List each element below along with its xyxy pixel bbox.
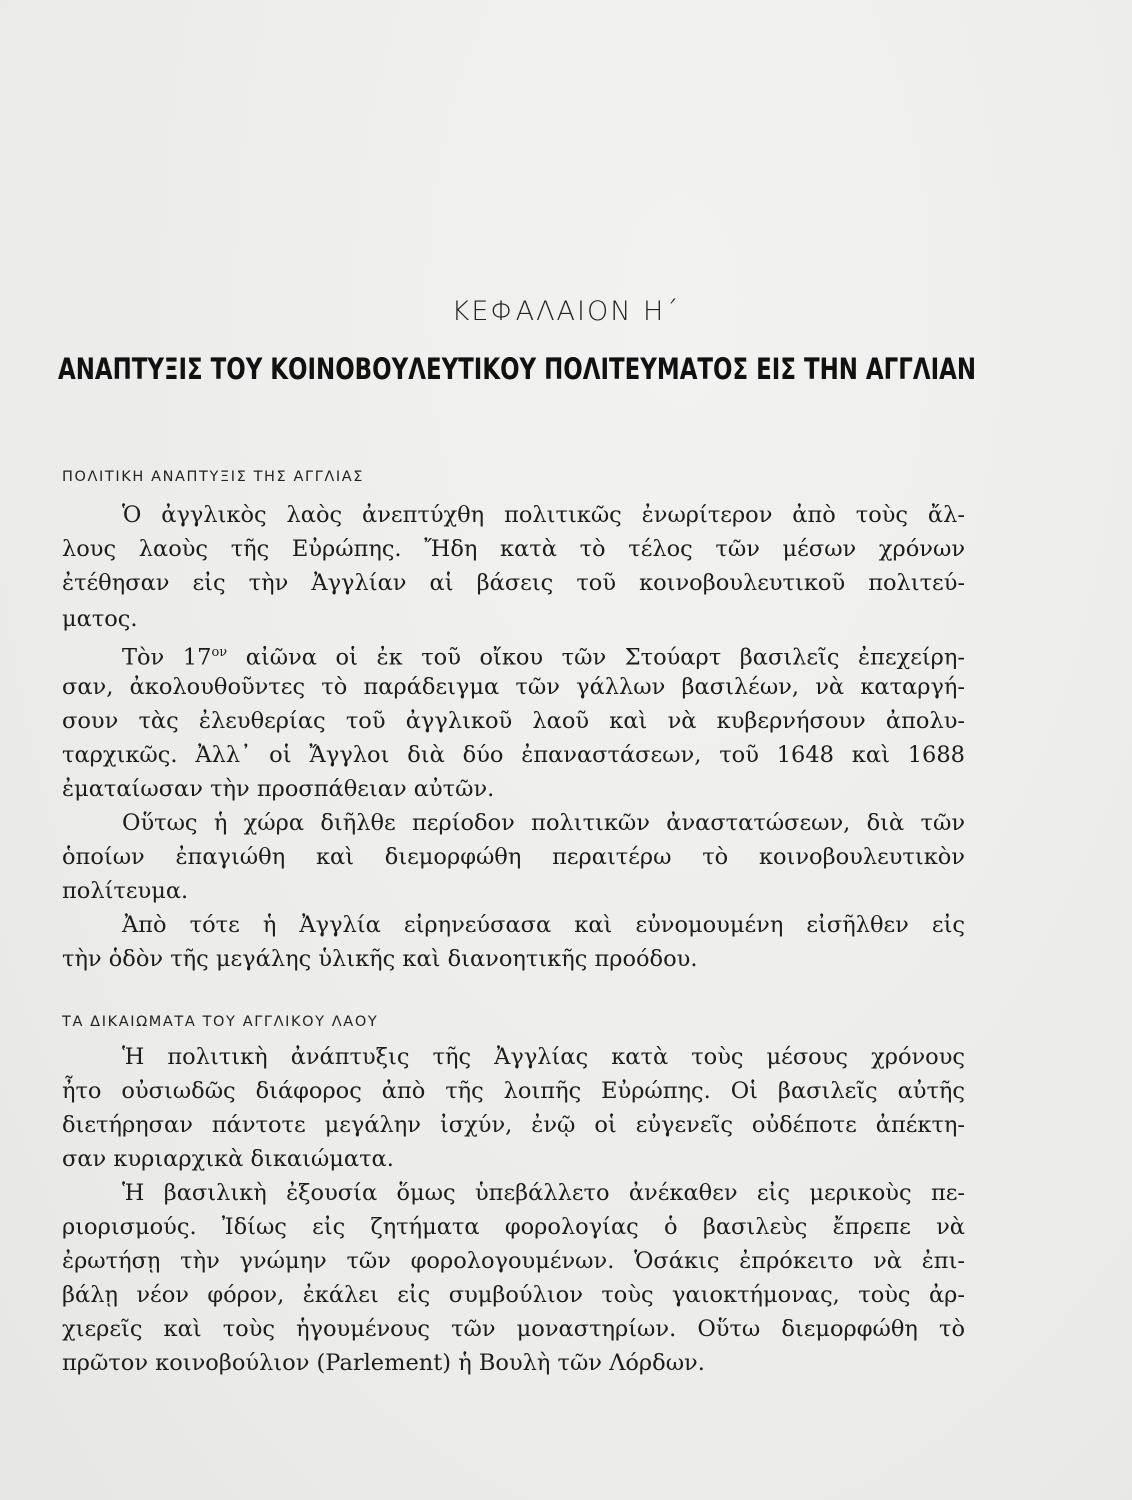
text-line: διετήρησαν πάντοτε μεγάλην ἰσχύν, ἐνῷ οἱ εὐγενεῖς οὐδέποτε ἀπέκτη- xyxy=(62,1112,965,1138)
text-line: Ἡ βασιλικὴ ἐξουσία ὅμως ὑπεβάλλετο ἀνέκαθεν εἰς μερικοὺς πε- xyxy=(122,1180,965,1206)
superscript: ον xyxy=(211,645,228,660)
text-line: χιερεῖς καὶ τοὺς ἡγουμένους τῶν μοναστηρίων. Οὕτω διεμορφώθη τὸ xyxy=(62,1316,965,1342)
text-line: ἐτέθησαν εἰς τὴν Ἀγγλίαν αἱ βάσεις τοῦ κοινοβουλευτικοῦ πολιτεύ- xyxy=(62,570,965,596)
text-line: Ἡ πολιτικὴ ἀνάπτυξις τῆς Ἀγγλίας κατὰ τοὺς μέσους χρόνους xyxy=(122,1044,965,1070)
text-line: Οὕτως ἡ χώρα διῆλθε περίοδον πολιτικῶν ἀναστατώσεων, διὰ τῶν xyxy=(122,810,965,836)
text-line: λους λαοὺς τῆς Εὐρώπης. Ἤδη κατὰ τὸ τέλος τῶν μέσων χρόνων xyxy=(62,536,965,562)
chapter-title-text: ΑΝΑΠΤΥΞΙΣ ΤΟΥ ΚΟΙΝΟΒΟΥΛΕΥΤΙΚΟΥ ΠΟΛΙΤΕΥΜΑΤΟΣ ΕΙΣ ΤΗΝ ΑΓΓΛΙΑΝ xyxy=(57,352,977,386)
text-line: Ἀπὸ τότε ἡ Ἀγγλία εἰρηνεύσασα καὶ εὐνομουμένη εἰσῆλθεν εἰς xyxy=(122,912,965,938)
text-line: τὴν ὁδὸν τῆς μεγάλης ὑλικῆς καὶ διανοητικῆς προόδου. xyxy=(62,946,698,972)
text-line: πρῶτον κοινοβούλιον (Parlement) ἡ Βουλὴ τῶν Λόρδων. xyxy=(62,1350,705,1376)
text-line: ριορισμούς. Ἰδίως εἰς ζητήματα φορολογίας ὁ βασιλεὺς ἔπρεπε νὰ xyxy=(62,1214,965,1240)
text-line: σαν, ἀκολουθοῦντες τὸ παράδειγμα τῶν γάλλων βασιλέων, νὰ καταργή- xyxy=(62,674,965,700)
chapter-number: ΚΕΦΑΛΑΙΟΝ Η΄ xyxy=(451,296,681,327)
section-heading: ΤΑ ΔΙΚΑΙΩΜΑΤΑ ΤΟΥ ΑΓΓΛΙΚΟΥ ΛΑΟΥ xyxy=(62,1014,379,1030)
text-line: πολίτευμα. xyxy=(62,878,189,904)
text-line: ἐματαίωσαν τὴν προσπάθειαν αὐτῶν. xyxy=(62,776,495,802)
text-span: Τὸν 17 xyxy=(122,644,212,671)
text-line: ματος. xyxy=(62,606,138,632)
text-line: σαν κυριαρχικὰ δικαιώματα. xyxy=(62,1146,394,1172)
text-line: ἦτο οὐσιωδῶς διάφορος ἀπὸ τῆς λοιπῆς Εὐρώπης. Οἱ βασιλεῖς αὐτῆς xyxy=(62,1078,965,1104)
chapter-title xyxy=(57,352,977,386)
text-line: ὁποίων ἐπαγιώθη καὶ διεμορφώθη περαιτέρω τὸ κοινοβουλευτικὸν xyxy=(62,844,965,870)
section-heading: ΠΟΛΙΤΙΚΗ ΑΝΑΠΤΥΞΙΣ ΤΗΣ ΑΓΓΛΙΑΣ xyxy=(62,469,365,485)
text-line: βάλῃ νέον φόρον, ἐκάλει εἰς συμβούλιον τοὺς γαιοκτήμονας, τοὺς ἀρ- xyxy=(62,1282,965,1308)
text-span: αἰῶνα οἱ ἐκ τοῦ οἴκου τῶν Στούαρτ βασιλεῖς ἐπεχείρη- xyxy=(227,644,965,671)
text-line xyxy=(122,638,965,673)
text-line: ἐρωτήσῃ τὴν γνώμην τῶν φορολογουμένων. Ὁσάκις ἐπρόκειτο νὰ ἐπι- xyxy=(62,1248,965,1274)
text-line: Ὁ ἀγγλικὸς λαὸς ἀνεπτύχθη πολιτικῶς ἐνωρίτερον ἀπὸ τοὺς ἄλ- xyxy=(122,502,965,528)
text-line: ταρχικῶς. Ἀλλ᾽ οἱ Ἄγγλοι διὰ δύο ἐπαναστάσεων, τοῦ 1648 καὶ 1688 xyxy=(62,742,965,768)
text-line: σουν τὰς ἐλευθερίας τοῦ ἀγγλικοῦ λαοῦ καὶ νὰ κυβερνήσουν ἀπολυ- xyxy=(62,708,965,734)
